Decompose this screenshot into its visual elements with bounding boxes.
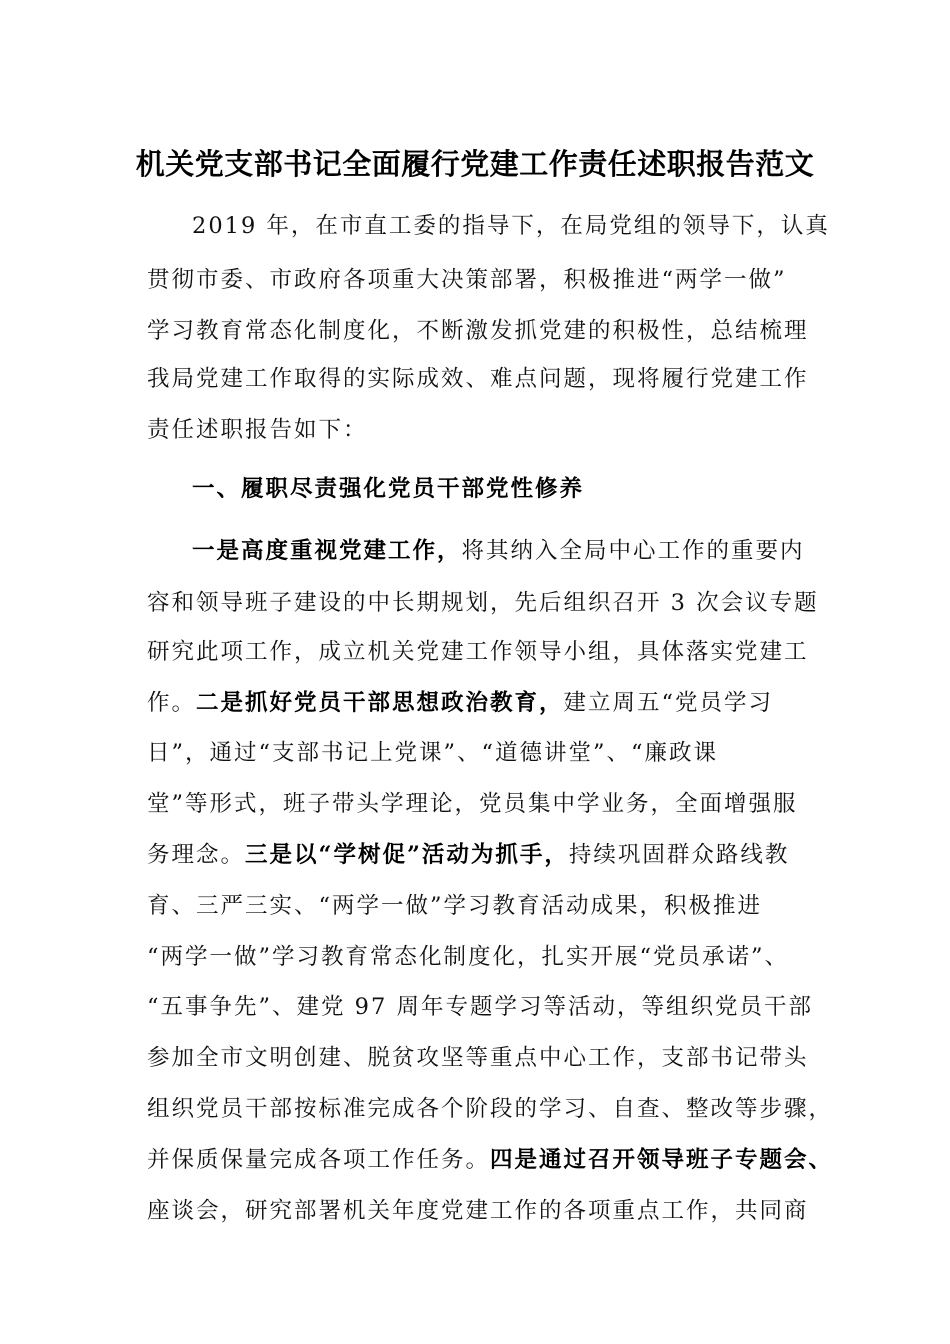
intro-line-1: 2019 年，在市直工委的指导下，在局党组的领导下，认真 xyxy=(192,213,830,239)
body-line-10: “五事争先”、建党 97 周年专题学习等活动，等组织党员干部 xyxy=(147,994,813,1020)
point-four-lead: 四是通过召开领导班子专题会、 xyxy=(490,1147,834,1173)
point-two-lead: 二是抓好党员干部思想政治教育， xyxy=(196,690,564,716)
intro-line-3: 学习教育常态化制度化，不断激发抓党建的积极性，总结梳理 xyxy=(147,318,809,344)
body-text: 务理念。 xyxy=(147,842,246,868)
point-one-lead: 一是高度重视党建工作， xyxy=(192,538,462,564)
intro-line-4: 我局党建工作取得的实际成效、难点问题，现将履行党建工作 xyxy=(147,366,809,392)
body-text: 将其纳入全局中心工作的重要内 xyxy=(461,538,805,564)
body-line-2: 容和领导班子建设的中长期规划，先后组织召开 3 次会议专题 xyxy=(147,590,819,616)
body-line-9: “两学一做”学习教育常态化制度化，扎实开展“党员承诺”、 xyxy=(147,944,790,970)
section-heading: 一、履职尽责强化党员干部党性修养 xyxy=(192,476,585,502)
body-line-3: 研究此项工作，成立机关党建工作领导小组，具体落实党建工 xyxy=(147,639,809,665)
body-line-4 xyxy=(147,685,827,721)
body-line-8: 育、三严三实、“两学一做”学习教育活动成果，积极推进 xyxy=(147,893,763,919)
intro-line-2: 贯彻市委、市政府各项重大决策部署，积极推进“两学一做” xyxy=(147,267,787,293)
point-three-lead: 三是以“学树促”活动为抓手， xyxy=(245,842,569,868)
body-line-5: 日”，通过“支部书记上党课”、“道德讲堂”、“廉政课 xyxy=(147,740,719,766)
body-line-14: 座谈会，研究部署机关年度党建工作的各项重点工作，共同商 xyxy=(147,1198,809,1224)
body-text: 建立周五“党员学习 xyxy=(563,690,774,716)
body-line-11: 参加全市文明创建、脱贫攻坚等重点中心工作，支部书记带头 xyxy=(147,1045,809,1071)
body-text: 作。 xyxy=(147,690,197,716)
body-text: 并保质保量完成各项工作任务。 xyxy=(147,1147,491,1173)
body-line-6: 堂”等形式，班子带头学理论，党员集中学业务，全面增强服 xyxy=(147,791,798,817)
body-line-12: 组织党员干部按标准完成各个阶段的学习、自查、整改等步骤， xyxy=(147,1096,834,1122)
body-line-13 xyxy=(147,1142,834,1178)
body-line-1 xyxy=(192,533,872,569)
intro-line-5: 责任述职报告如下： xyxy=(147,417,368,443)
body-line-7 xyxy=(147,837,827,873)
body-text: 持续巩固群众路线教 xyxy=(568,842,790,868)
document-title: 机关党支部书记全面履行党建工作责任述职报告范文 xyxy=(135,147,815,181)
